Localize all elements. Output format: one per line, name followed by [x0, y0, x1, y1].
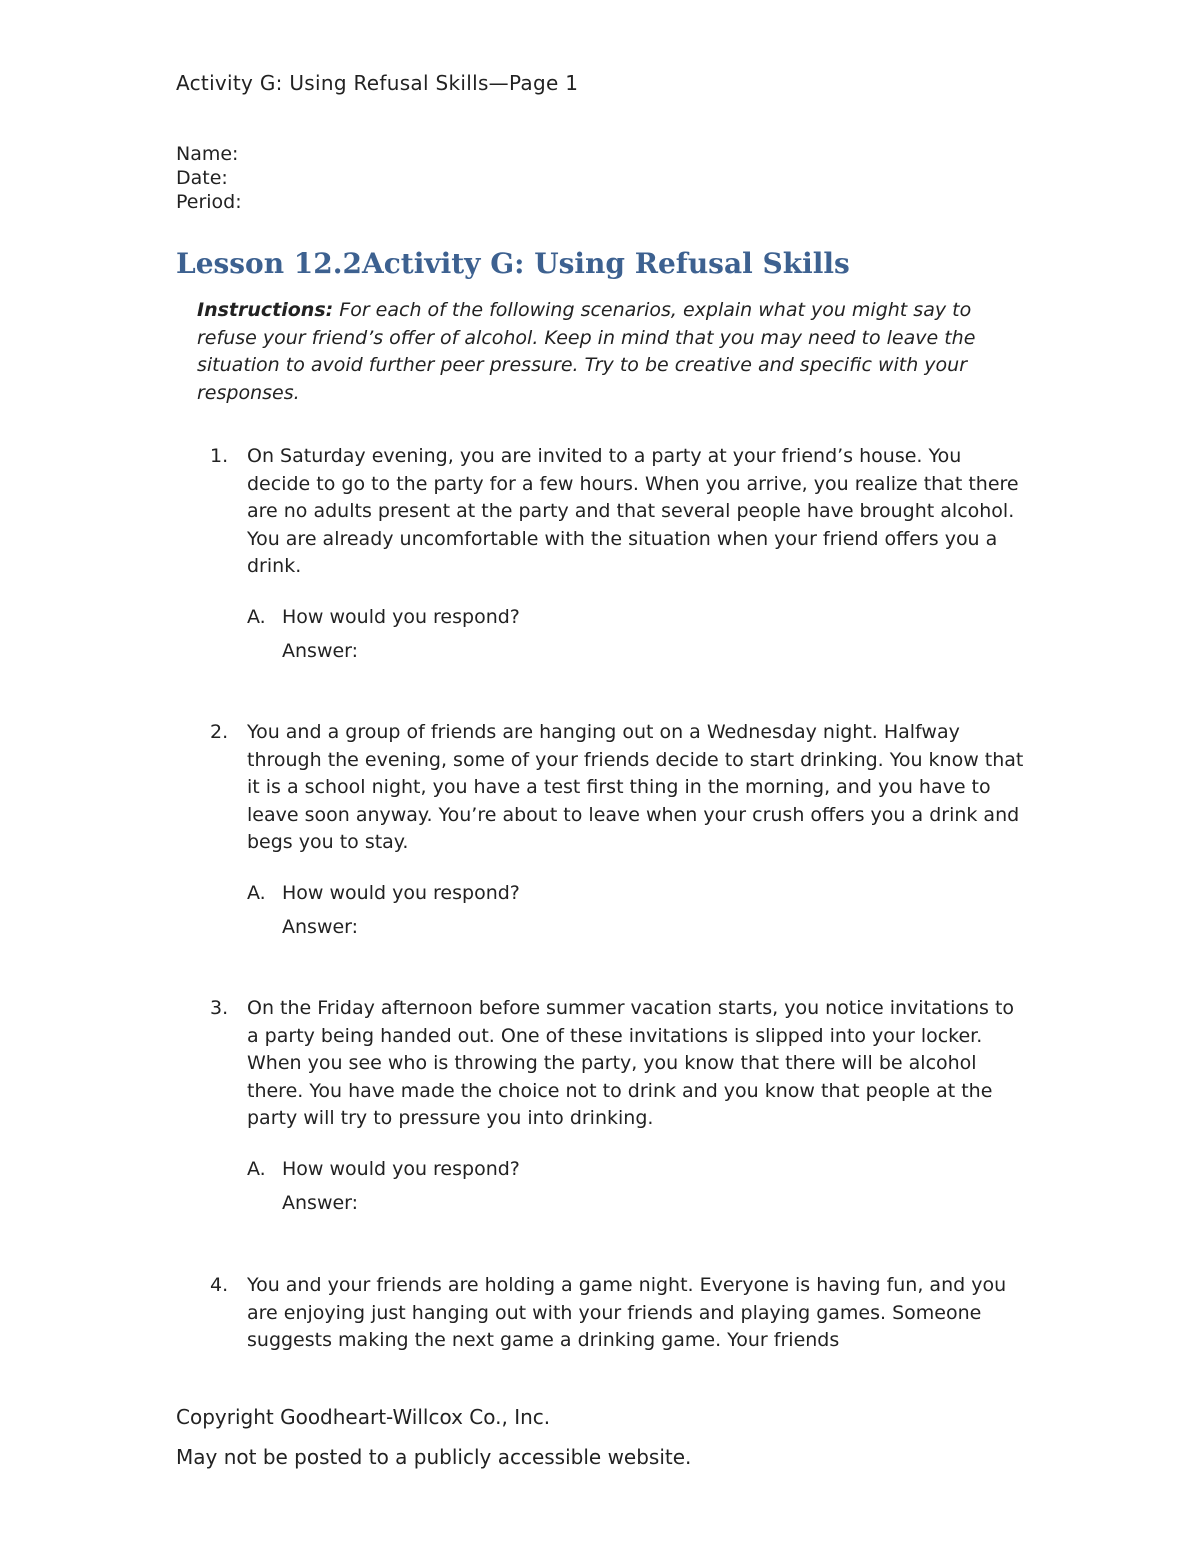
scenario-item-1 — [210, 443, 1030, 665]
scenario-item-3 — [210, 995, 1030, 1217]
scenario-item-2 — [210, 719, 1030, 941]
scenario-text: On Saturday evening, you are invited to a party at your friend’s house. You decide to go to the party for a few hours. When you arrive, you realize that there are no adults present at the party and that several people have brought alcohol. You are already uncomfortable with the situation when your friend offers you a drink. — [247, 445, 1019, 577]
scenario-text: You and a group of friends are hanging out on a Wednesday night. Halfway through the evening, some of your friends decide to start drinking. You know that it is a school night, you have a test first thing in the morning, and you have to leave soon anyway. You’re about to leave when your crush offers you a drink and begs you to stay. — [247, 721, 1024, 853]
item-number: 1. — [210, 445, 229, 467]
lesson-number: Lesson 12.2 — [176, 247, 363, 280]
scenario-text: You and your friends are holding a game night. Everyone is having fun, and you are enjoying just hanging out with your friends and playing games. Someone suggests making the next game a drinking game. Your friends — [247, 1274, 1007, 1351]
item-number: 3. — [210, 997, 229, 1019]
question-text: How would you respond? — [282, 881, 520, 904]
scenario-text: On the Friday afternoon before summer vacation starts, you notice invitations to a party being handed out. One of these invitations is slipped into your locker. When you see who is throwing the party, you know that there will be alcohol there. You have made the choice not to drink and you know that people at the party will try to pressure you into drinking. — [247, 997, 1015, 1129]
item-number: 4. — [210, 1274, 229, 1296]
scenario-item-4 — [210, 1272, 1030, 1355]
question-text: How would you respond? — [282, 1157, 520, 1180]
question-letter: A. — [247, 1157, 266, 1180]
answer-label: Answer: — [282, 915, 359, 938]
question-text: How would you respond? — [282, 605, 520, 628]
copyright-notice: Copyright Goodheart-Willcox Co., Inc. — [176, 1405, 551, 1429]
question — [247, 1155, 1030, 1183]
activity-title: Activity G: Using Refusal Skills — [362, 247, 850, 280]
instructions — [197, 297, 1027, 407]
posting-notice: May not be posted to a publicly accessible website. — [176, 1445, 692, 1469]
student-info — [176, 142, 242, 214]
page-title — [176, 247, 850, 280]
period-label: Period: — [176, 191, 242, 213]
answer-label: Answer: — [282, 1191, 359, 1214]
date-label: Date: — [176, 167, 228, 189]
instructions-label: Instructions: — [197, 299, 334, 321]
page-header: Activity G: Using Refusal Skills—Page 1 — [176, 71, 579, 95]
instructions-text: For each of the following scenarios, explain what you might say to refuse your friend’s offer of alcohol. Keep in mind that you may need to leave the situation to avoid further peer pressure. Try to be creative and specific with your responses. — [197, 299, 976, 404]
question-letter: A. — [247, 881, 266, 904]
question — [247, 603, 1030, 631]
question-letter: A. — [247, 605, 266, 628]
item-number: 2. — [210, 721, 229, 743]
name-label: Name: — [176, 143, 239, 165]
question — [247, 879, 1030, 907]
answer-label: Answer: — [282, 639, 359, 662]
